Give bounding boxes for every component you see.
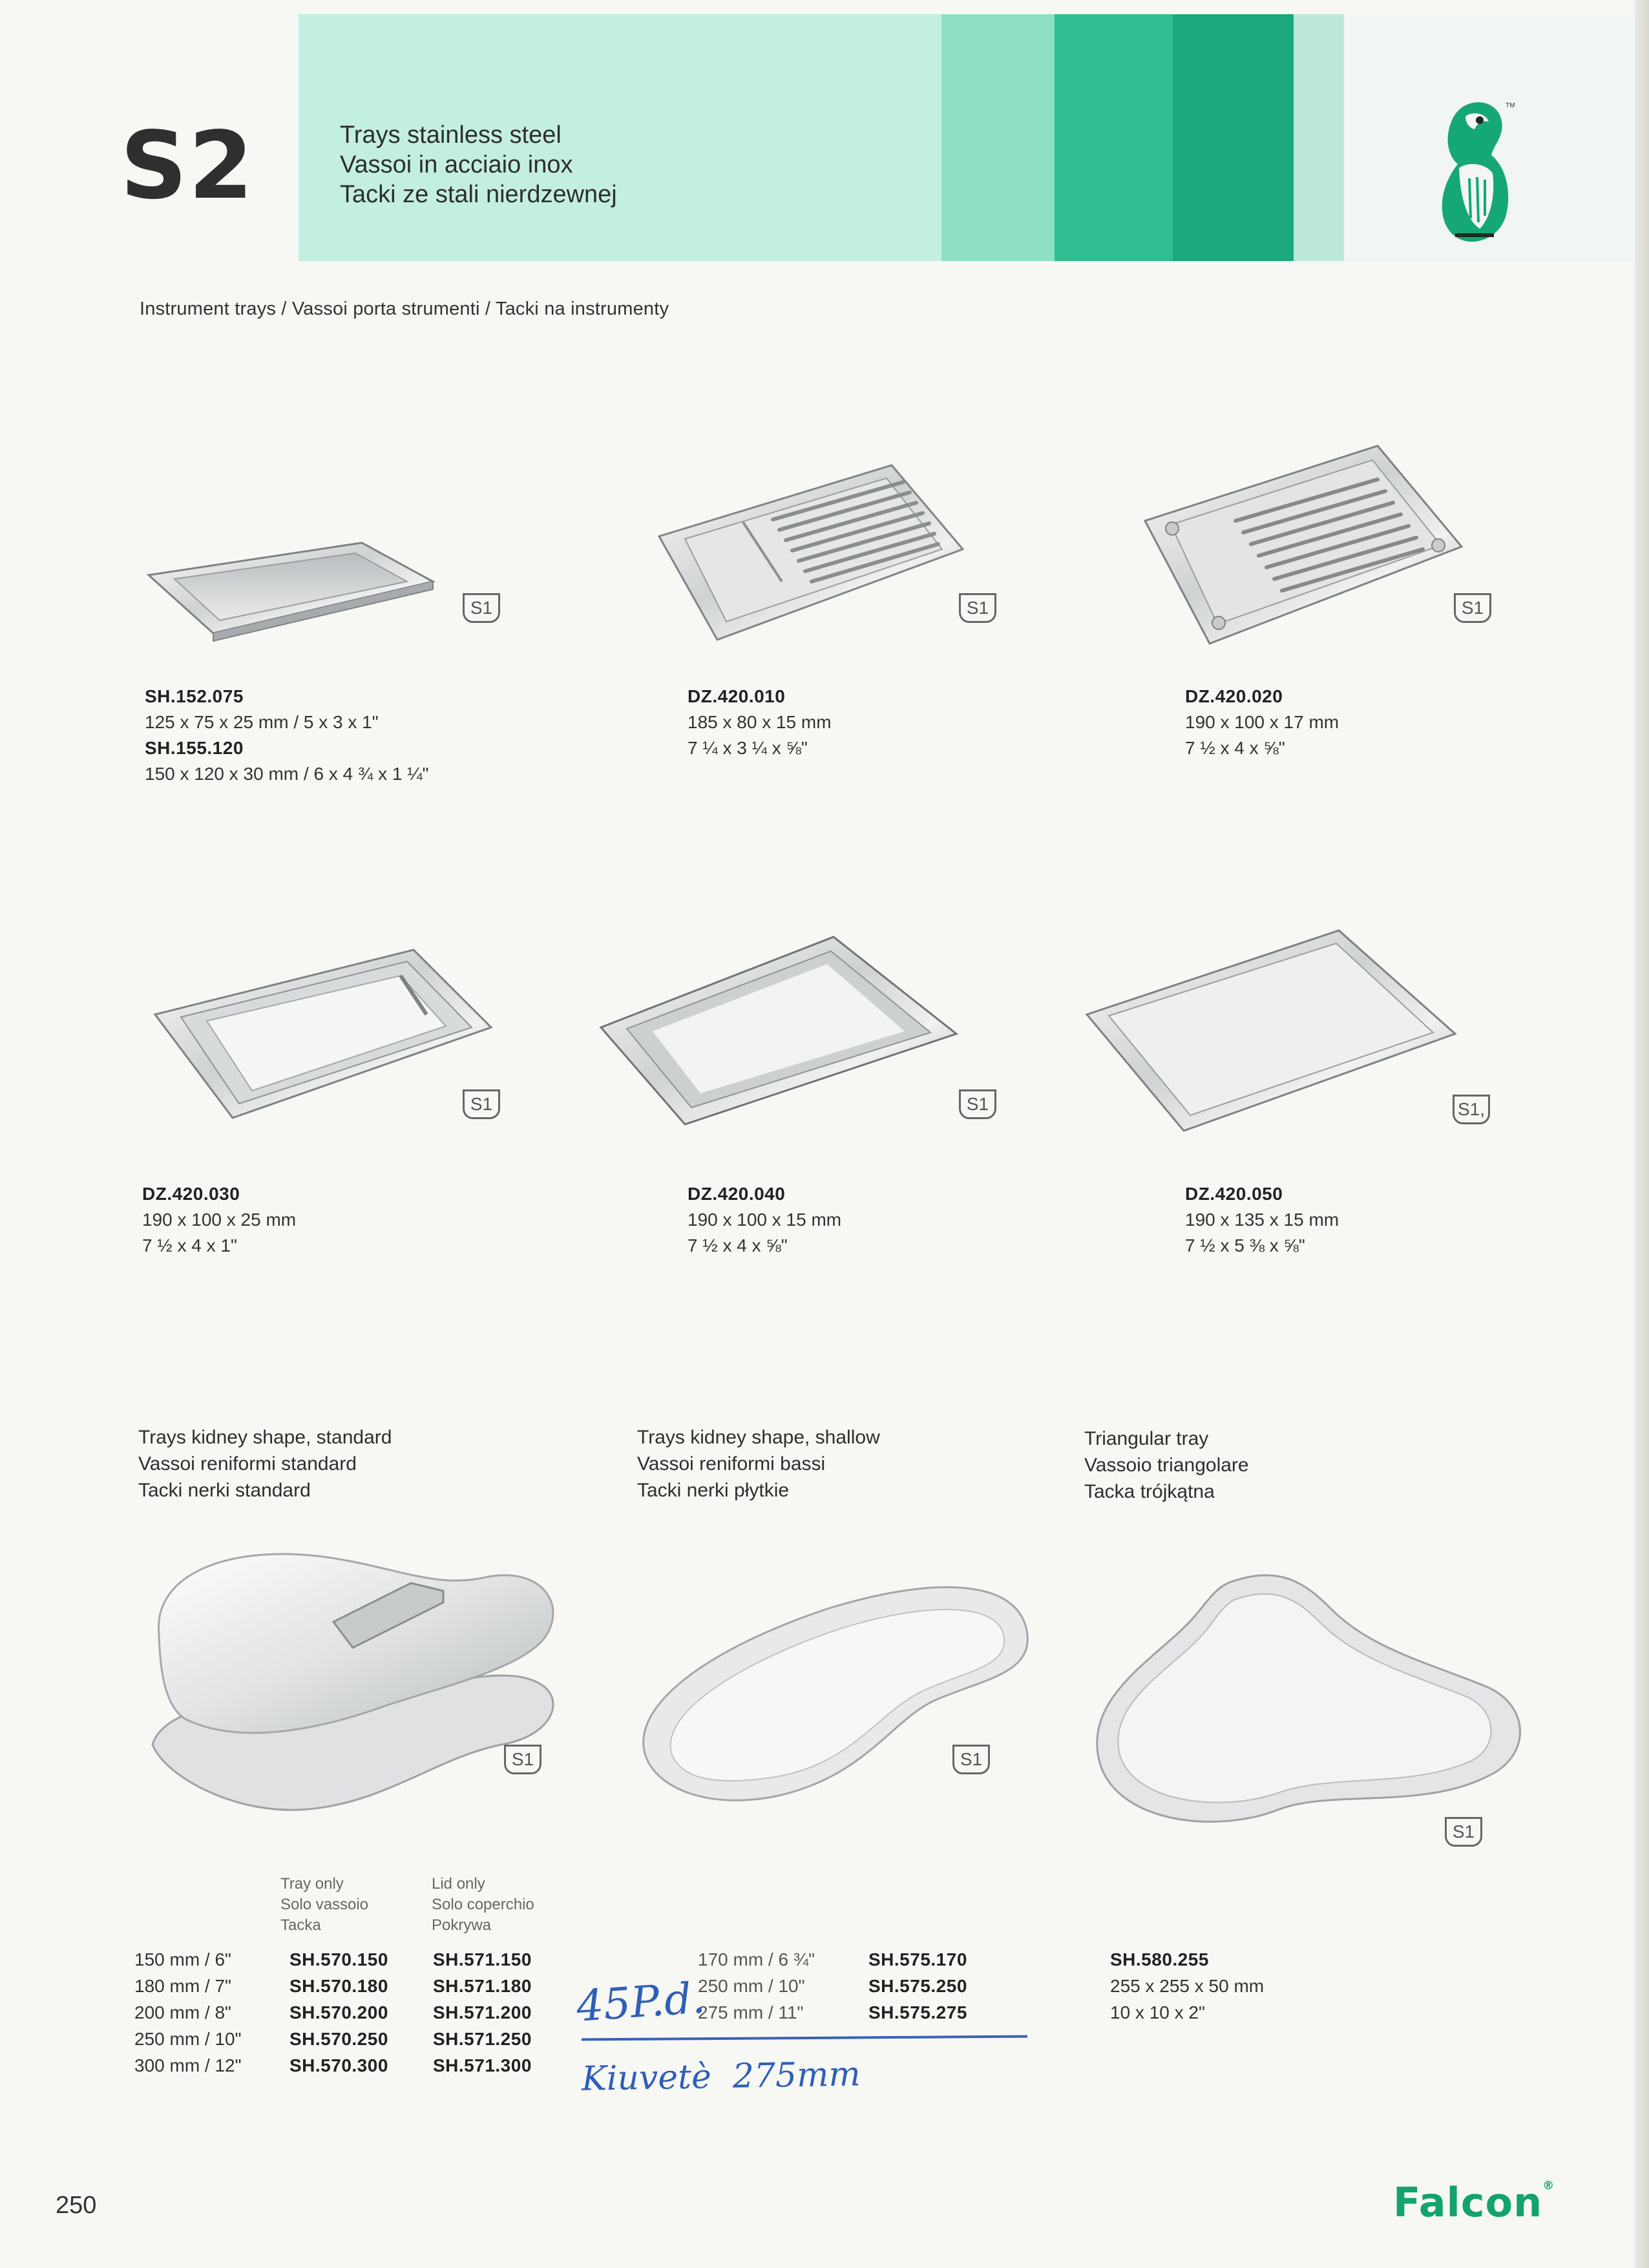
- handwritten-note: 45P.d.: [574, 1973, 707, 2032]
- table-row: [134, 2052, 532, 2079]
- product-spec: [1185, 1181, 1339, 1259]
- product-code: DZ.420.020: [1185, 686, 1283, 706]
- tray-image: [594, 924, 963, 1131]
- product-dimensions-inch: 7 ½ x 5 ⅜ x ⅝": [1185, 1235, 1305, 1255]
- product-dimensions-mm: 190 x 100 x 15 mm: [688, 1210, 842, 1230]
- ink-underline: [582, 2035, 1027, 2041]
- material-badge: S1: [463, 593, 500, 623]
- product-code: DZ.420.050: [1185, 1184, 1283, 1204]
- tray-code-cell: SH.570.250: [289, 2028, 388, 2049]
- material-badge: S1: [959, 593, 996, 623]
- product-spec: [142, 1181, 296, 1259]
- category-title-line: Tacki nerki płytkie: [637, 1480, 790, 1501]
- tray-code-cell: SH.570.200: [289, 2002, 388, 2022]
- kidney-shallow-table: [698, 1946, 967, 2026]
- product-dimensions-mm: 190 x 100 x 17 mm: [1185, 712, 1339, 732]
- header-title-line: Vassoi in acciaio inox: [340, 151, 573, 178]
- material-badge: S1: [1445, 1817, 1482, 1847]
- category-title-line: Vassoi reniformi standard: [138, 1453, 357, 1475]
- tray-image: [136, 530, 446, 646]
- category-title: [1084, 1425, 1249, 1505]
- category-title-line: Tacki nerki standard: [138, 1480, 311, 1501]
- product-code: SH.155.120: [145, 738, 244, 758]
- tray-image: [142, 937, 504, 1131]
- size-cell: 180 mm / 7": [134, 1975, 231, 1996]
- product-dimensions-inch: 7 ½ x 4 x 1": [142, 1235, 237, 1255]
- size-cell: 250 mm / 10": [134, 2028, 242, 2049]
- product-dimensions-inch: 7 ½ x 4 x ⅝": [688, 1235, 788, 1255]
- category-title: [637, 1424, 880, 1504]
- brand-logo: [1393, 2179, 1555, 2226]
- page-edge: [1635, 0, 1649, 2268]
- category-title-line: Trays kidney shape, standard: [138, 1427, 392, 1448]
- product-code: DZ.420.030: [142, 1184, 240, 1204]
- size-cell: 300 mm / 12": [134, 2055, 242, 2075]
- size-cell: 275 mm / 11": [698, 2002, 804, 2022]
- table-row: [134, 2026, 532, 2052]
- product-spec: [688, 1181, 841, 1259]
- category-title-line: Vassoi reniformi bassi: [637, 1453, 826, 1475]
- header-title-line: Tacki ze stali nierdzewnej: [340, 181, 617, 208]
- tray-only-header-line: Solo vassoio: [280, 1896, 369, 1913]
- tray-only-header: [280, 1874, 368, 1936]
- tray-only-header-line: Tacka: [280, 1916, 321, 1934]
- product-code: SH.152.075: [145, 686, 244, 706]
- lid-only-header-line: Solo coperchio: [432, 1896, 534, 1913]
- product-dimensions-inch: 7 ¼ x 3 ¼ x ⅝": [688, 738, 808, 758]
- lid-only-header-line: Pokrywa: [432, 1916, 492, 1934]
- category-title-line: Triangular tray: [1084, 1428, 1209, 1449]
- table-row: [698, 1973, 967, 1999]
- section-code: S2: [120, 111, 255, 220]
- size-cell: 200 mm / 8": [134, 2002, 231, 2022]
- product-code: DZ.420.040: [688, 1184, 786, 1204]
- kidney-tray-with-lid-image: [140, 1531, 566, 1835]
- product-dimensions-mm: 185 x 80 x 15 mm: [688, 712, 832, 732]
- svg-text:TM: TM: [1506, 102, 1515, 109]
- tray-only-header-line: Tray only: [280, 1875, 344, 1893]
- category-title-line: Trays kidney shape, shallow: [637, 1427, 880, 1448]
- code-cell: SH.575.170: [868, 1949, 967, 1969]
- handwritten-note: Kiuvetè 275mm: [581, 2055, 861, 2099]
- tray-image: [646, 452, 969, 646]
- tray-image: [1080, 918, 1462, 1137]
- lid-code-cell: SH.571.180: [433, 1975, 532, 1996]
- tray-code-cell: SH.570.300: [289, 2055, 388, 2075]
- band-segment: [1173, 14, 1294, 261]
- registered-mark: ®: [1542, 2179, 1555, 2192]
- tray-code-cell: SH.570.150: [289, 1949, 388, 1969]
- lid-code-cell: SH.571.300: [433, 2055, 532, 2075]
- header-title-line: Trays stainless steel: [340, 121, 562, 149]
- lid-code-cell: SH.571.250: [433, 2028, 532, 2049]
- table-row: [698, 1946, 967, 1973]
- product-dimensions: 150 x 120 x 30 mm / 6 x 4 ¾ x 1 ¼": [145, 764, 429, 784]
- product-code: DZ.420.010: [688, 686, 786, 706]
- product-dimensions-mm: 190 x 100 x 25 mm: [142, 1210, 297, 1230]
- falcon-bird-icon: [1429, 97, 1520, 246]
- brand-name: Falcon: [1393, 2179, 1543, 2226]
- header-title: [340, 120, 617, 209]
- product-dimensions-inch: 7 ½ x 4 x ⅝": [1185, 738, 1285, 758]
- lid-code-cell: SH.571.200: [433, 2002, 532, 2022]
- product-spec: [145, 684, 429, 787]
- table-row: [134, 1946, 532, 1973]
- page-number: 250: [56, 2192, 97, 2219]
- category-title-line: Tacka trójkątna: [1084, 1481, 1215, 1502]
- product-code: SH.580.255: [1110, 1949, 1209, 1969]
- category-title: [138, 1424, 392, 1504]
- table-row: [134, 1999, 532, 2026]
- size-cell: 170 mm / 6 ¾": [698, 1949, 815, 1969]
- size-cell: 150 mm / 6": [134, 1949, 231, 1969]
- material-badge: S1: [504, 1745, 541, 1774]
- lid-only-header-line: Lid only: [432, 1875, 485, 1893]
- material-badge: S1,: [1453, 1095, 1490, 1124]
- product-dimensions-mm: 190 x 135 x 15 mm: [1185, 1210, 1339, 1230]
- tray-code-cell: SH.570.180: [289, 1975, 388, 1996]
- band-segment: [941, 14, 1055, 261]
- material-badge: S1: [1454, 593, 1491, 623]
- size-cell: 250 mm / 10": [698, 1975, 805, 1996]
- triangular-tray-image: [1086, 1564, 1531, 1848]
- kidney-standard-table: [134, 1946, 532, 2079]
- table-row: [134, 1973, 532, 1999]
- code-cell: SH.575.275: [868, 2002, 967, 2022]
- category-title-line: Vassoio triangolare: [1084, 1454, 1249, 1476]
- product-dimensions-mm: 255 x 255 x 50 mm: [1110, 1976, 1265, 1996]
- material-badge: S1: [463, 1089, 500, 1119]
- product-dimensions: 125 x 75 x 25 mm / 5 x 3 x 1": [145, 712, 379, 732]
- table-row: [698, 1999, 967, 2026]
- product-spec: [1185, 684, 1339, 761]
- lid-only-header: [432, 1874, 534, 1936]
- band-segment: [1055, 14, 1173, 261]
- code-cell: SH.575.250: [868, 1975, 967, 1996]
- tray-image: [1132, 437, 1468, 650]
- material-badge: S1: [952, 1745, 990, 1774]
- product-spec: [688, 684, 832, 761]
- product-spec: [1110, 1946, 1264, 2026]
- intro-line: Instrument trays / Vassoi porta strumenti / Tacki na instrumenty: [140, 299, 669, 319]
- band-segment: [1294, 14, 1344, 261]
- product-dimensions-inch: 10 x 10 x 2": [1110, 2002, 1205, 2022]
- material-badge: S1: [959, 1089, 996, 1119]
- lid-code-cell: SH.571.150: [433, 1949, 532, 1969]
